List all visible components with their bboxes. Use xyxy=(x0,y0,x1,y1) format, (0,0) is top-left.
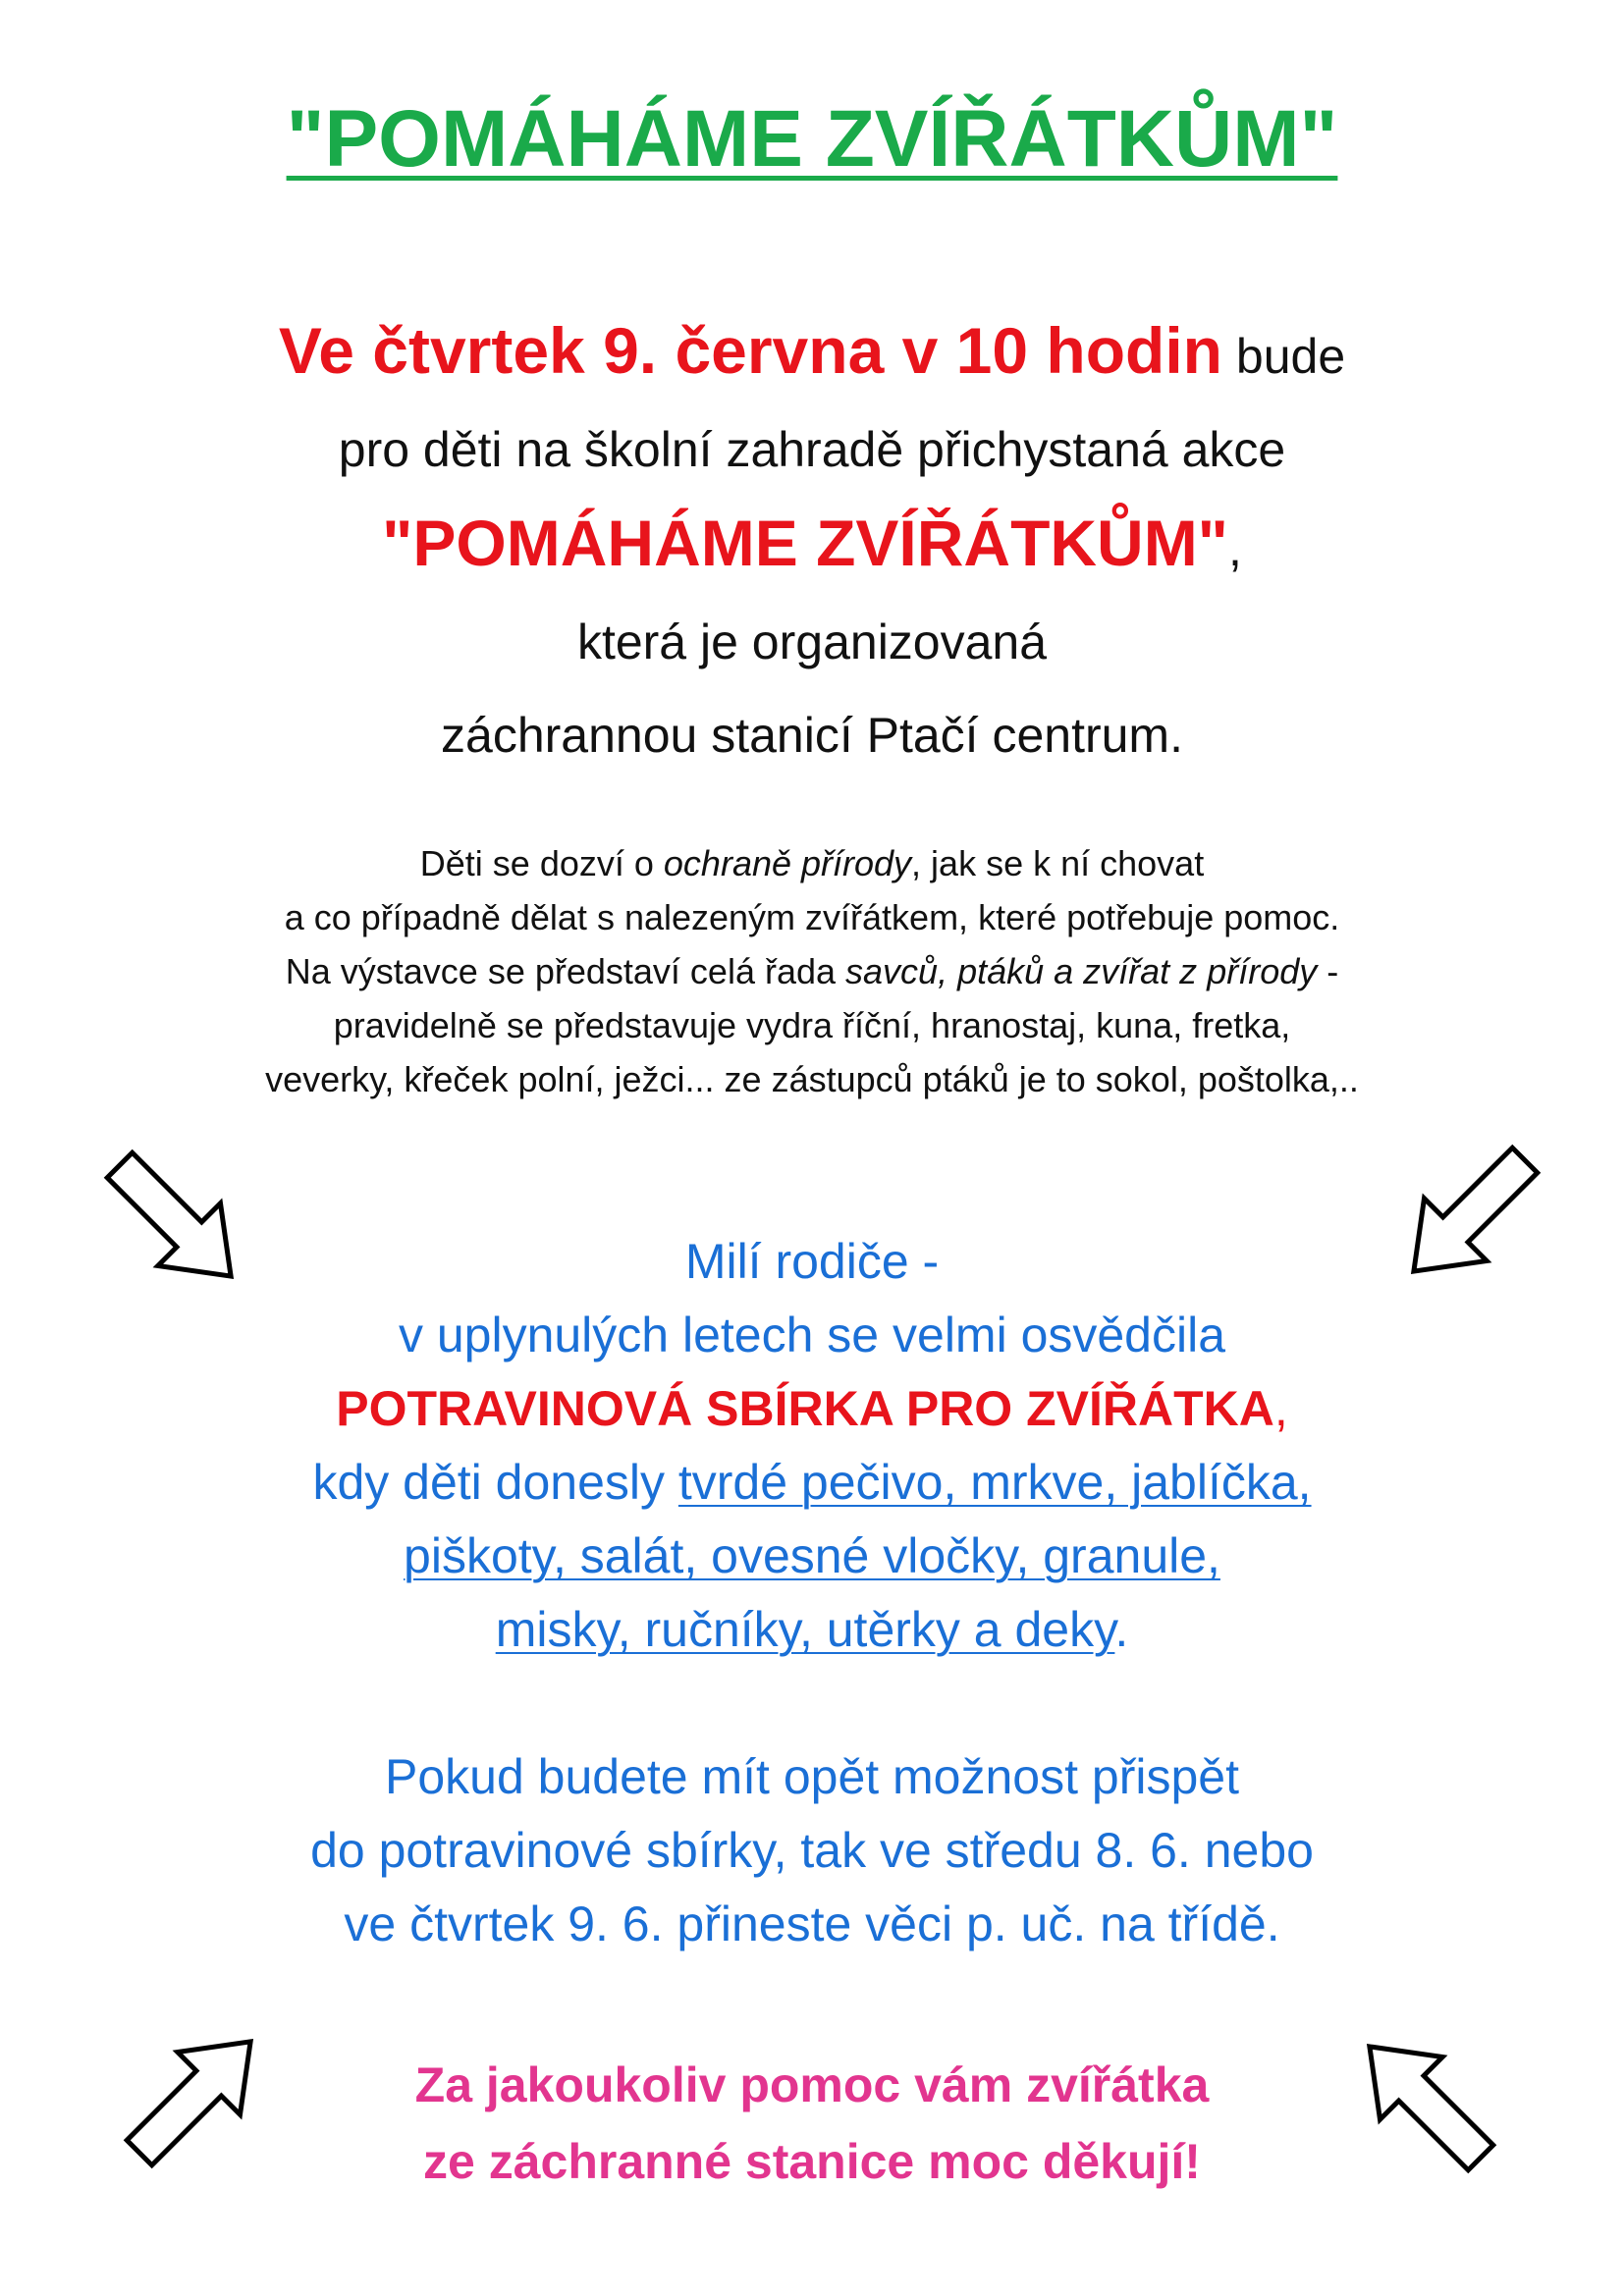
items-list-2: piškoty, salát, ovesné vločky, granule, xyxy=(404,1528,1220,1583)
items-list-3: misky, ručníky, utěrky a deky xyxy=(495,1602,1115,1657)
parents-spacer xyxy=(0,1667,1624,1740)
intro-bude: bude xyxy=(1222,329,1346,384)
info-l1-a: Děti se dozví o xyxy=(419,843,664,883)
parents-line-6 xyxy=(0,1593,1624,1667)
parents-p2-line-2: do potravinové sbírky, tak ve středu 8. 6. nebo xyxy=(310,1823,1314,1878)
info-l3-italic: savců, ptáků a zvířat z přírody xyxy=(845,951,1318,991)
poster-title xyxy=(0,93,1624,186)
thanks-line-2: ze záchranné stanice moc děkují! xyxy=(423,2134,1201,2189)
parents-line-5 xyxy=(0,1520,1624,1593)
event-intro xyxy=(0,304,1624,782)
title-text: "POMÁHÁME ZVÍŘÁTKŮM" xyxy=(286,94,1338,184)
items-list-period: . xyxy=(1114,1602,1129,1657)
food-collection-title: POTRAVINOVÁ SBÍRKA PRO ZVÍŘÁTKA xyxy=(336,1381,1274,1436)
info-line-5: veverky, křeček polní, ježci... ze zástupců ptáků je to sokol, poštolka,.. xyxy=(265,1059,1359,1099)
info-l1-italic: ochraně přírody xyxy=(663,843,912,883)
food-collection-comma: , xyxy=(1273,1381,1288,1436)
arrow-up-right-icon xyxy=(93,1993,290,2209)
arrow-down-left-icon xyxy=(1375,1104,1571,1320)
info-line-2: a co případně dělat s nalezeným zvířátkem, které potřebuje pomoc. xyxy=(284,897,1340,937)
info-line-1 xyxy=(0,836,1624,890)
info-l3-a: Na výstavce se představí celá řada xyxy=(285,951,846,991)
intro-line-3 xyxy=(0,497,1624,596)
info-l1-c: , jak se k ní chovat xyxy=(911,843,1205,883)
parents-line-3 xyxy=(0,1372,1624,1446)
thanks-line-1: Za jakoukoliv pomoc vám zvířátka xyxy=(414,2057,1210,2112)
event-date-time: Ve čtvrtek 9. června v 10 hodin xyxy=(278,314,1223,387)
parents-l4-a: kdy děti donesly xyxy=(312,1455,678,1510)
event-info xyxy=(0,836,1624,1106)
arrow-down-right-icon xyxy=(83,1109,260,1325)
parents-message xyxy=(0,1225,1624,1961)
parents-line-2: v uplynulých letech se velmi osvědčila xyxy=(398,1308,1226,1362)
intro-line-2: pro děti na školní zahradě přichystaná akce xyxy=(338,422,1286,477)
info-l3-c: - xyxy=(1317,951,1339,991)
info-line-4: pravidelně se představuje vydra říční, hranostaj, kuna, fretka, xyxy=(333,1005,1291,1045)
event-name: "POMÁHÁME ZVÍŘÁTKŮM" xyxy=(382,507,1228,579)
intro-line-5: záchrannou stanicí Ptačí centrum. xyxy=(441,708,1183,763)
items-list-1: tvrdé pečivo, mrkve, jablíčka, xyxy=(677,1455,1312,1510)
parents-p2-line-1: Pokud budete mít opět možnost přispět xyxy=(385,1749,1239,1804)
event-name-comma: , xyxy=(1227,521,1242,576)
arrow-up-left-icon xyxy=(1330,1998,1527,2214)
parents-line-4 xyxy=(0,1446,1624,1520)
intro-line-1 xyxy=(0,304,1624,403)
parents-p2-line-3: ve čtvrtek 9. 6. přineste věci p. uč. na třídě. xyxy=(344,1896,1280,1951)
intro-line-4: která je organizovaná xyxy=(576,614,1048,669)
info-line-3 xyxy=(0,944,1624,998)
parents-greeting: Milí rodiče - xyxy=(684,1234,940,1289)
